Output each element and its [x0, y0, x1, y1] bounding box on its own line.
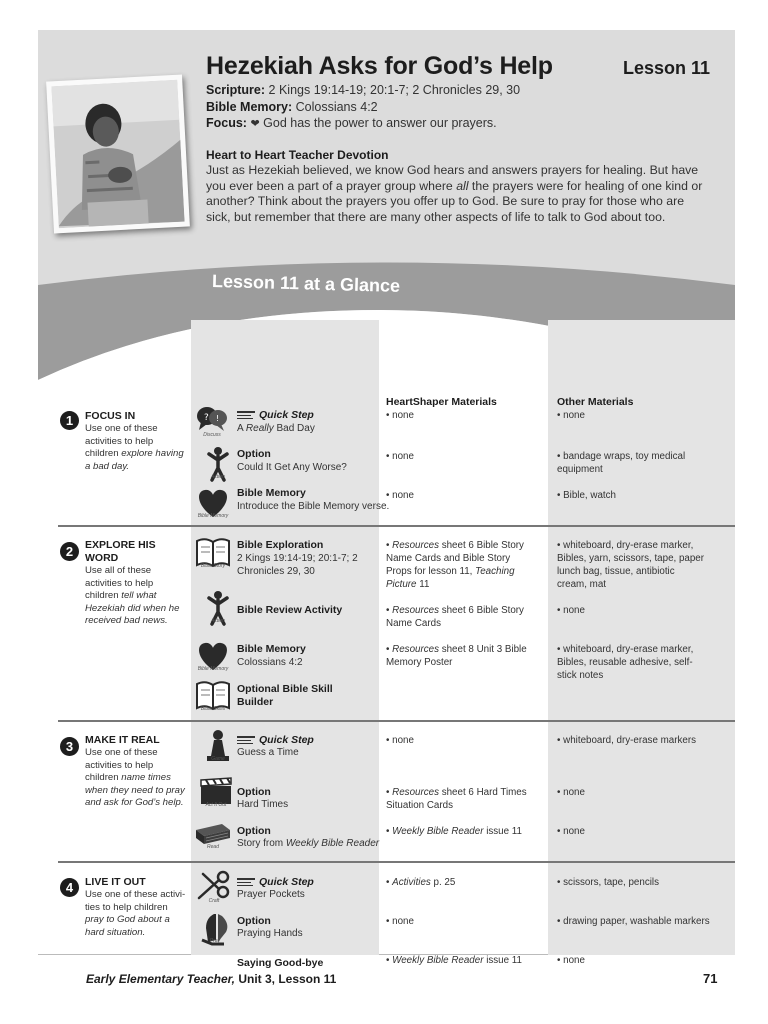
section-divider [58, 720, 735, 722]
step-description: Use all of these activities to help children tell what Hezekiah did when he received bad news. [85, 565, 180, 627]
icon-caption: Read [207, 844, 219, 850]
step-number: 2 [60, 542, 79, 561]
heart-icon: ❤ [250, 118, 260, 130]
step-description: Use one of these activities to help children explore having a bad day. [85, 423, 184, 472]
icon-caption: Action [211, 618, 225, 624]
focus-label: Focus: [206, 116, 247, 130]
activity-type: Option [237, 825, 271, 837]
lesson-number: Lesson 11 [622, 58, 710, 78]
step-description: Use one of these activities to help children name times when they need to pray and ask for God’s help. [85, 747, 185, 809]
activity-type: Quick Step [237, 876, 314, 889]
lesson-table [58, 320, 735, 969]
photo-illustration [51, 80, 184, 228]
step-title: MAKE IT REAL [85, 734, 160, 746]
activity-type: Option [237, 915, 271, 927]
other-cell: • none [557, 955, 585, 966]
heartshaper-cell: • none [386, 916, 414, 927]
icon-caption: Bible Skills [200, 706, 226, 712]
lesson-page [38, 30, 735, 969]
step-title: EXPLORE HIS WORD [85, 539, 156, 564]
heartshaper-cell: • Activities p. 25 [386, 877, 456, 888]
devotion-text: Just as Hezekiah believed, we know God hears and answers prayers for healing. But have you ever been a part of a prayer group where all the prayers were for healing of one kind or another? Think about the prayers you offer up to God. Be sure to pray for those who are sick, but remember that there are many other aspects of life to talk to God about too. [206, 163, 703, 224]
activity-name: Colossians 4:2 [237, 657, 303, 668]
step-description: Use one of these activi-ties to help children pray to God about a hard situation. [85, 889, 186, 938]
heartshaper-cell: • none [386, 490, 414, 501]
heartshaper-cell: • Resources sheet 6 Bible Story Name Cards and Bible Story Props for lesson 11, Teaching Picture 11 [386, 540, 524, 590]
bible-memory-label: Bible Memory: [206, 100, 293, 114]
other-cell: • scissors, tape, pencils [557, 877, 659, 888]
section-divider [58, 861, 735, 863]
other-cell: • none [557, 410, 585, 421]
icon-caption: Game [211, 756, 225, 762]
activity-type: Saying Good-bye [237, 957, 324, 969]
activity-name: A Really Bad Day [237, 423, 315, 434]
section-divider [58, 525, 735, 527]
icon-caption: Bible Story [200, 563, 226, 569]
bible-memory-text: Colossians 4:2 [295, 100, 378, 114]
heartshaper-cell: • none [386, 451, 414, 462]
focus-text: God has the power to answer our prayers. [263, 116, 497, 130]
activity-name: Hard Times [237, 799, 289, 810]
icon-caption: Discuss [203, 432, 221, 438]
activity-type: Quick Step [237, 734, 314, 747]
heartshaper-cell: • Weekly Bible Reader issue 11 [386, 955, 522, 966]
svg-text:!: ! [216, 414, 220, 423]
activity-type: Optional Bible Skill Builder [237, 683, 333, 708]
icon-caption: Bible Memory [197, 666, 229, 672]
step-number: 1 [60, 411, 79, 430]
footer-source: Early Elementary Teacher, Unit 3, Lesson 11 [86, 972, 337, 986]
activity-type: Bible Memory [237, 487, 306, 499]
activity-name: Prayer Pockets [237, 889, 305, 900]
icon-caption: Action [211, 474, 225, 480]
other-cell: • drawing paper, washable markers [557, 916, 710, 927]
scripture-line [206, 83, 520, 97]
other-cell: • whiteboard, dry-erase markers [557, 735, 697, 746]
activity-type: Bible Exploration [237, 539, 324, 551]
other-cell: • whiteboard, dry-erase marker, Bibles, yarn, scissors, tape, paper lunch bag, tissue, antibiotic cream, mat [557, 540, 705, 590]
activity-type: Option [237, 448, 271, 460]
icon-caption: Craft [208, 898, 220, 904]
heartshaper-cell: • Resources sheet 8 Unit 3 Bible Memory Poster [386, 644, 527, 668]
heartshaper-cell: • none [386, 410, 414, 421]
heartshaper-cell: • Weekly Bible Reader issue 11 [386, 826, 522, 837]
bible-memory-line [206, 100, 378, 114]
lesson-title: Hezekiah Asks for God’s Help [206, 52, 553, 80]
other-heading: Other Materials [557, 396, 634, 408]
heartshaper-cell: • Resources sheet 6 Hard Times Situation Cards [386, 787, 527, 811]
step-number: 3 [60, 737, 79, 756]
devotion-heading: Heart to Heart Teacher Devotion [206, 148, 389, 162]
icon-caption: Act It Out [205, 802, 227, 808]
activity-name: Could It Get Any Worse? [237, 462, 347, 473]
step-title: LIVE IT OUT [85, 876, 146, 888]
icon-caption: Pray [209, 938, 221, 944]
focus-line [206, 116, 497, 130]
activity-name: Introduce the Bible Memory verse. [237, 501, 390, 512]
scripture-text: 2 Kings 19:14-19; 20:1-7; 2 Chronicles 29, 30 [268, 83, 521, 97]
child-photo [46, 75, 190, 234]
page-number: 71 [703, 971, 718, 986]
activity-name: 2 Kings 19:14-19; 20:1-7; 2 Chronicles 29, 30 [237, 553, 358, 577]
other-cell: • none [557, 605, 585, 616]
activity-type: Bible Memory [237, 643, 306, 655]
heartshaper-heading: HeartShaper Materials [386, 396, 497, 408]
glance-title: Lesson 11 at a Glance [211, 271, 401, 296]
activity-name: Story from Weekly Bible Reader [237, 838, 380, 849]
activity-name: Praying Hands [237, 928, 303, 939]
other-cell: • whiteboard, dry-erase marker, Bibles, reusable adhesive, self-stick notes [557, 644, 694, 681]
svg-text:?: ? [204, 413, 209, 423]
step-title: FOCUS IN [85, 410, 136, 422]
other-cell: • none [557, 826, 585, 837]
other-cell: • bandage wraps, toy medical equipment [557, 451, 686, 475]
heartshaper-cell: • Resources sheet 6 Bible Story Name Cards [386, 605, 524, 629]
activity-type: Quick Step [237, 409, 314, 422]
other-cell: • none [557, 787, 585, 798]
activity-type: Option [237, 786, 271, 798]
scripture-label: Scripture: [206, 83, 266, 97]
other-cell: • Bible, watch [557, 490, 616, 501]
activity-type: Bible Review Activity [237, 604, 343, 616]
step-number: 4 [60, 878, 79, 897]
icon-caption: Bible Memory [197, 513, 229, 519]
activity-name: Guess a Time [237, 747, 299, 758]
heartshaper-cell: • none [386, 735, 414, 746]
